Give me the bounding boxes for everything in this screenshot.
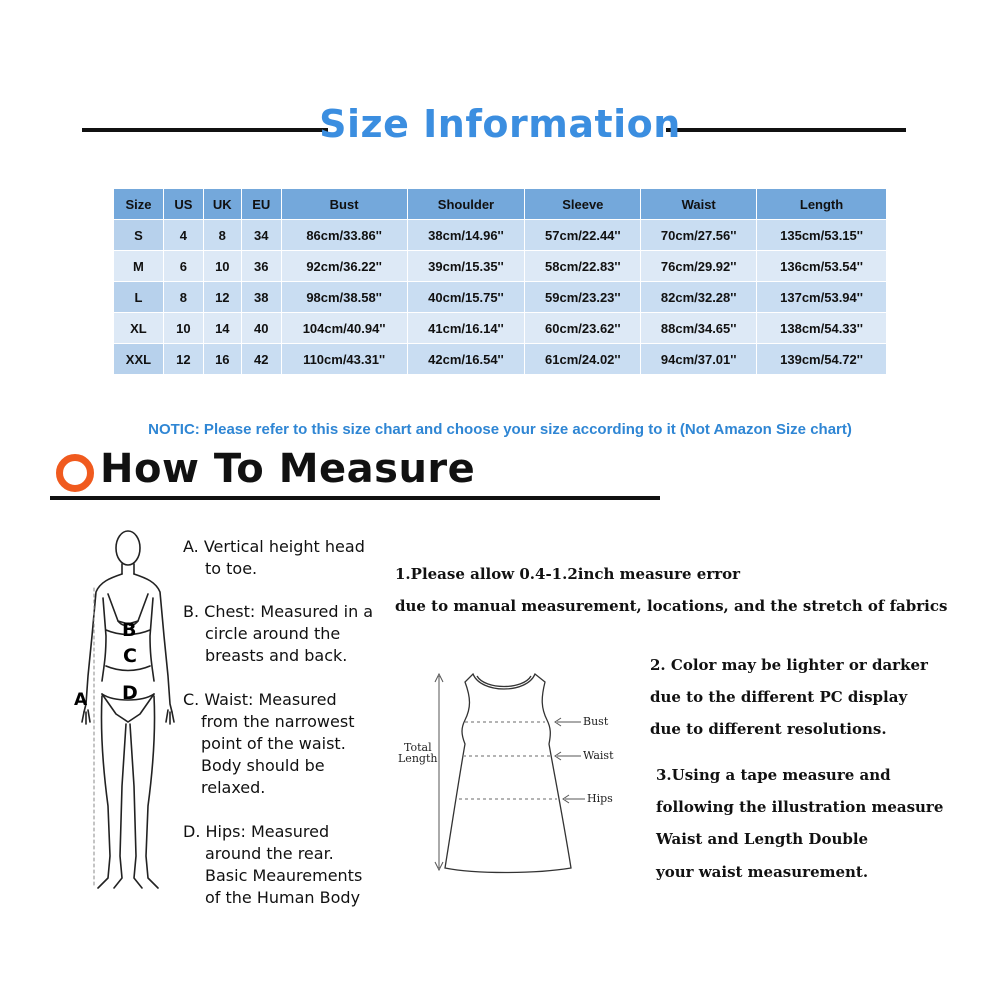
table-cell: 76cm/29.92'' [641,251,757,282]
table-row [114,251,887,282]
instruction-c-4: Body should be [201,756,325,775]
table-cell: XXL [114,344,164,375]
table-row [114,282,887,313]
dress-hips-label: Hips [587,792,613,805]
dress-waist-label: Waist [583,749,614,762]
table-cell: 92cm/36.22'' [281,251,407,282]
table-cell: 10 [203,251,241,282]
dress-diagram-icon [395,668,625,883]
note-3-line-3: Waist and Length Double [656,830,869,848]
table-cell: 61cm/24.02'' [525,344,641,375]
column-header: Waist [641,189,757,220]
instruction-b-3: breasts and back. [205,646,348,665]
table-cell: 139cm/54.72'' [757,344,887,375]
instruction-d-3: Basic Meaurements [205,866,363,885]
table-cell: 16 [203,344,241,375]
table-cell: 41cm/16.14'' [407,313,525,344]
bullet-ring-icon [56,454,94,492]
table-cell: 36 [241,251,281,282]
table-cell: 104cm/40.94'' [281,313,407,344]
table-row [114,313,887,344]
table-cell: 8 [163,282,203,313]
table-row [114,344,887,375]
instruction-c-1: C. Waist: Measured [183,690,337,709]
table-cell: 110cm/43.31'' [281,344,407,375]
table-cell: 4 [163,220,203,251]
table-cell: 40cm/15.75'' [407,282,525,313]
label-a: A [74,690,88,710]
table-cell: 135cm/53.15'' [757,220,887,251]
table-cell: 42 [241,344,281,375]
column-header: Shoulder [407,189,525,220]
note-3-line-1: 3.Using a tape measure and [656,766,891,784]
table-cell: 58cm/22.83'' [525,251,641,282]
table-cell: 137cm/53.94'' [757,282,887,313]
table-cell: 6 [163,251,203,282]
instruction-d-2: around the rear. [205,844,334,863]
table-cell: 8 [203,220,241,251]
table-cell: XL [114,313,164,344]
table-cell: 39cm/15.35'' [407,251,525,282]
size-table [113,188,887,375]
table-cell: 138cm/54.33'' [757,313,887,344]
table-cell: 94cm/37.01'' [641,344,757,375]
section-title: How To Measure [100,446,476,492]
instruction-b-2: circle around the [205,624,341,643]
table-cell: 42cm/16.54'' [407,344,525,375]
table-cell: 59cm/23.23'' [525,282,641,313]
column-header: US [163,189,203,220]
table-cell: 88cm/34.65'' [641,313,757,344]
note-2-line-3: due to different resolutions. [650,720,887,738]
table-cell: 40 [241,313,281,344]
dress-total-label-1: Total [404,741,432,754]
column-header: UK [203,189,241,220]
table-cell: 82cm/32.28'' [641,282,757,313]
table-cell: 14 [203,313,241,344]
table-cell: L [114,282,164,313]
instruction-a-1: A. Vertical height head [183,537,365,556]
instruction-c-5: relaxed. [201,778,266,797]
column-header: EU [241,189,281,220]
body-figure-icon [70,526,180,916]
instruction-b-1: B. Chest: Measured in a [183,602,374,621]
note-1-line-2: due to manual measurement, locations, and the stretch of fabrics [395,597,948,615]
size-notice: NOTIC: Please refer to this size chart and choose your size according to it (Not Amazon Size chart) [148,421,852,438]
note-3-line-4: your waist measurement. [656,863,869,881]
column-header: Size [114,189,164,220]
table-cell: 38cm/14.96'' [407,220,525,251]
table-row [114,220,887,251]
table-cell: 136cm/53.54'' [757,251,887,282]
label-c: C [123,645,137,667]
column-header: Bust [281,189,407,220]
instruction-a-2: to toe. [205,559,258,578]
dress-bust-label: Bust [583,715,609,728]
table-cell: 57cm/22.44'' [525,220,641,251]
table-cell: 12 [163,344,203,375]
table-cell: 12 [203,282,241,313]
note-2-line-1: 2. Color may be lighter or darker [650,656,928,674]
instruction-c-2: from the narrowest [201,712,355,731]
table-cell: 98cm/38.58'' [281,282,407,313]
table-cell: 60cm/23.62'' [525,313,641,344]
label-b: B [122,619,137,641]
note-2-line-2: due to the different PC display [650,688,908,706]
table-cell: 70cm/27.56'' [641,220,757,251]
table-cell: 38 [241,282,281,313]
instruction-d-4: of the Human Body [205,888,361,907]
label-d: D [122,682,138,704]
table-cell: S [114,220,164,251]
column-header: Sleeve [525,189,641,220]
table-header-row [114,189,887,220]
table-cell: 86cm/33.86'' [281,220,407,251]
instruction-d-1: D. Hips: Measured [183,822,330,841]
table-cell: 34 [241,220,281,251]
note-1-line-1: 1.Please allow 0.4-1.2inch measure error [395,565,741,583]
column-header: Length [757,189,887,220]
instruction-c-3: point of the waist. [201,734,346,753]
table-cell: M [114,251,164,282]
page-title: Size Information [319,102,681,146]
dress-total-label-2: Length [398,752,438,765]
section-rule [50,496,660,500]
table-cell: 10 [163,313,203,344]
note-3-line-2: following the illustration measure [656,798,944,816]
